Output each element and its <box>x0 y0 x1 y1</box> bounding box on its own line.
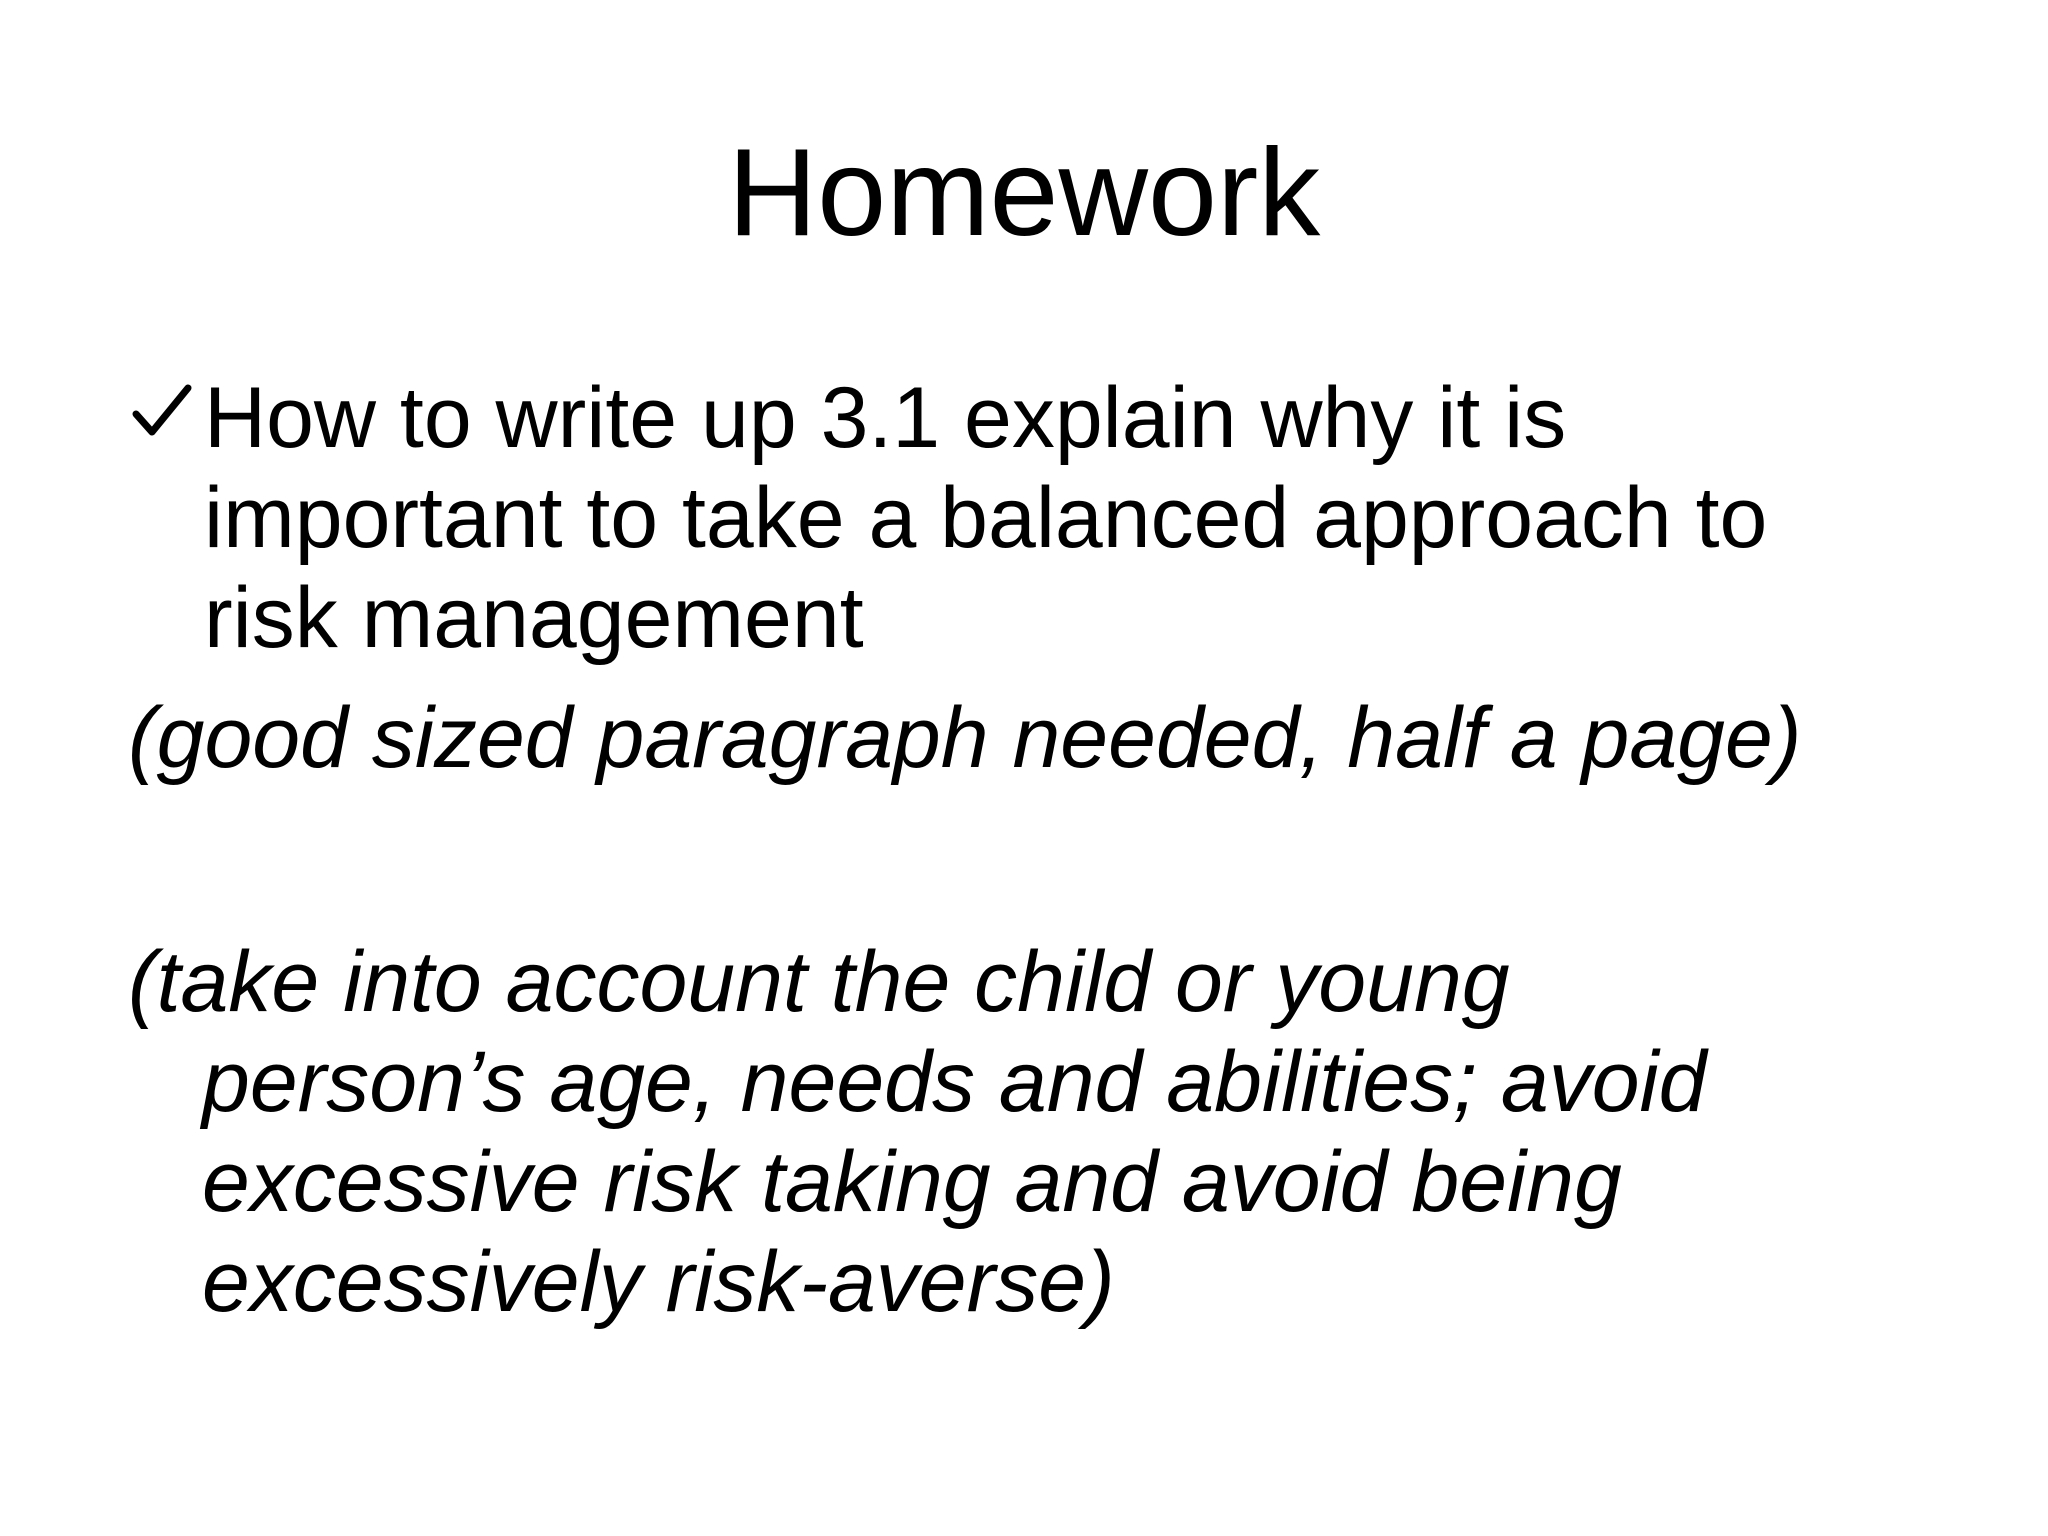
guidance-note: (take into account the child or young person’s age, needs and abilities; avoid excessive risk taking and avoid being excessively risk-averse) <box>128 934 1707 1330</box>
bullet-text: How to write up 3.1 explain why it is important to take a balanced approach to risk management <box>204 370 1768 666</box>
slide-title: Homework <box>727 124 1321 262</box>
check-mark-icon <box>130 380 194 444</box>
paragraph-size-note: (good sized paragraph needed, half a page) <box>128 690 1802 786</box>
bullet-item <box>130 368 1910 668</box>
